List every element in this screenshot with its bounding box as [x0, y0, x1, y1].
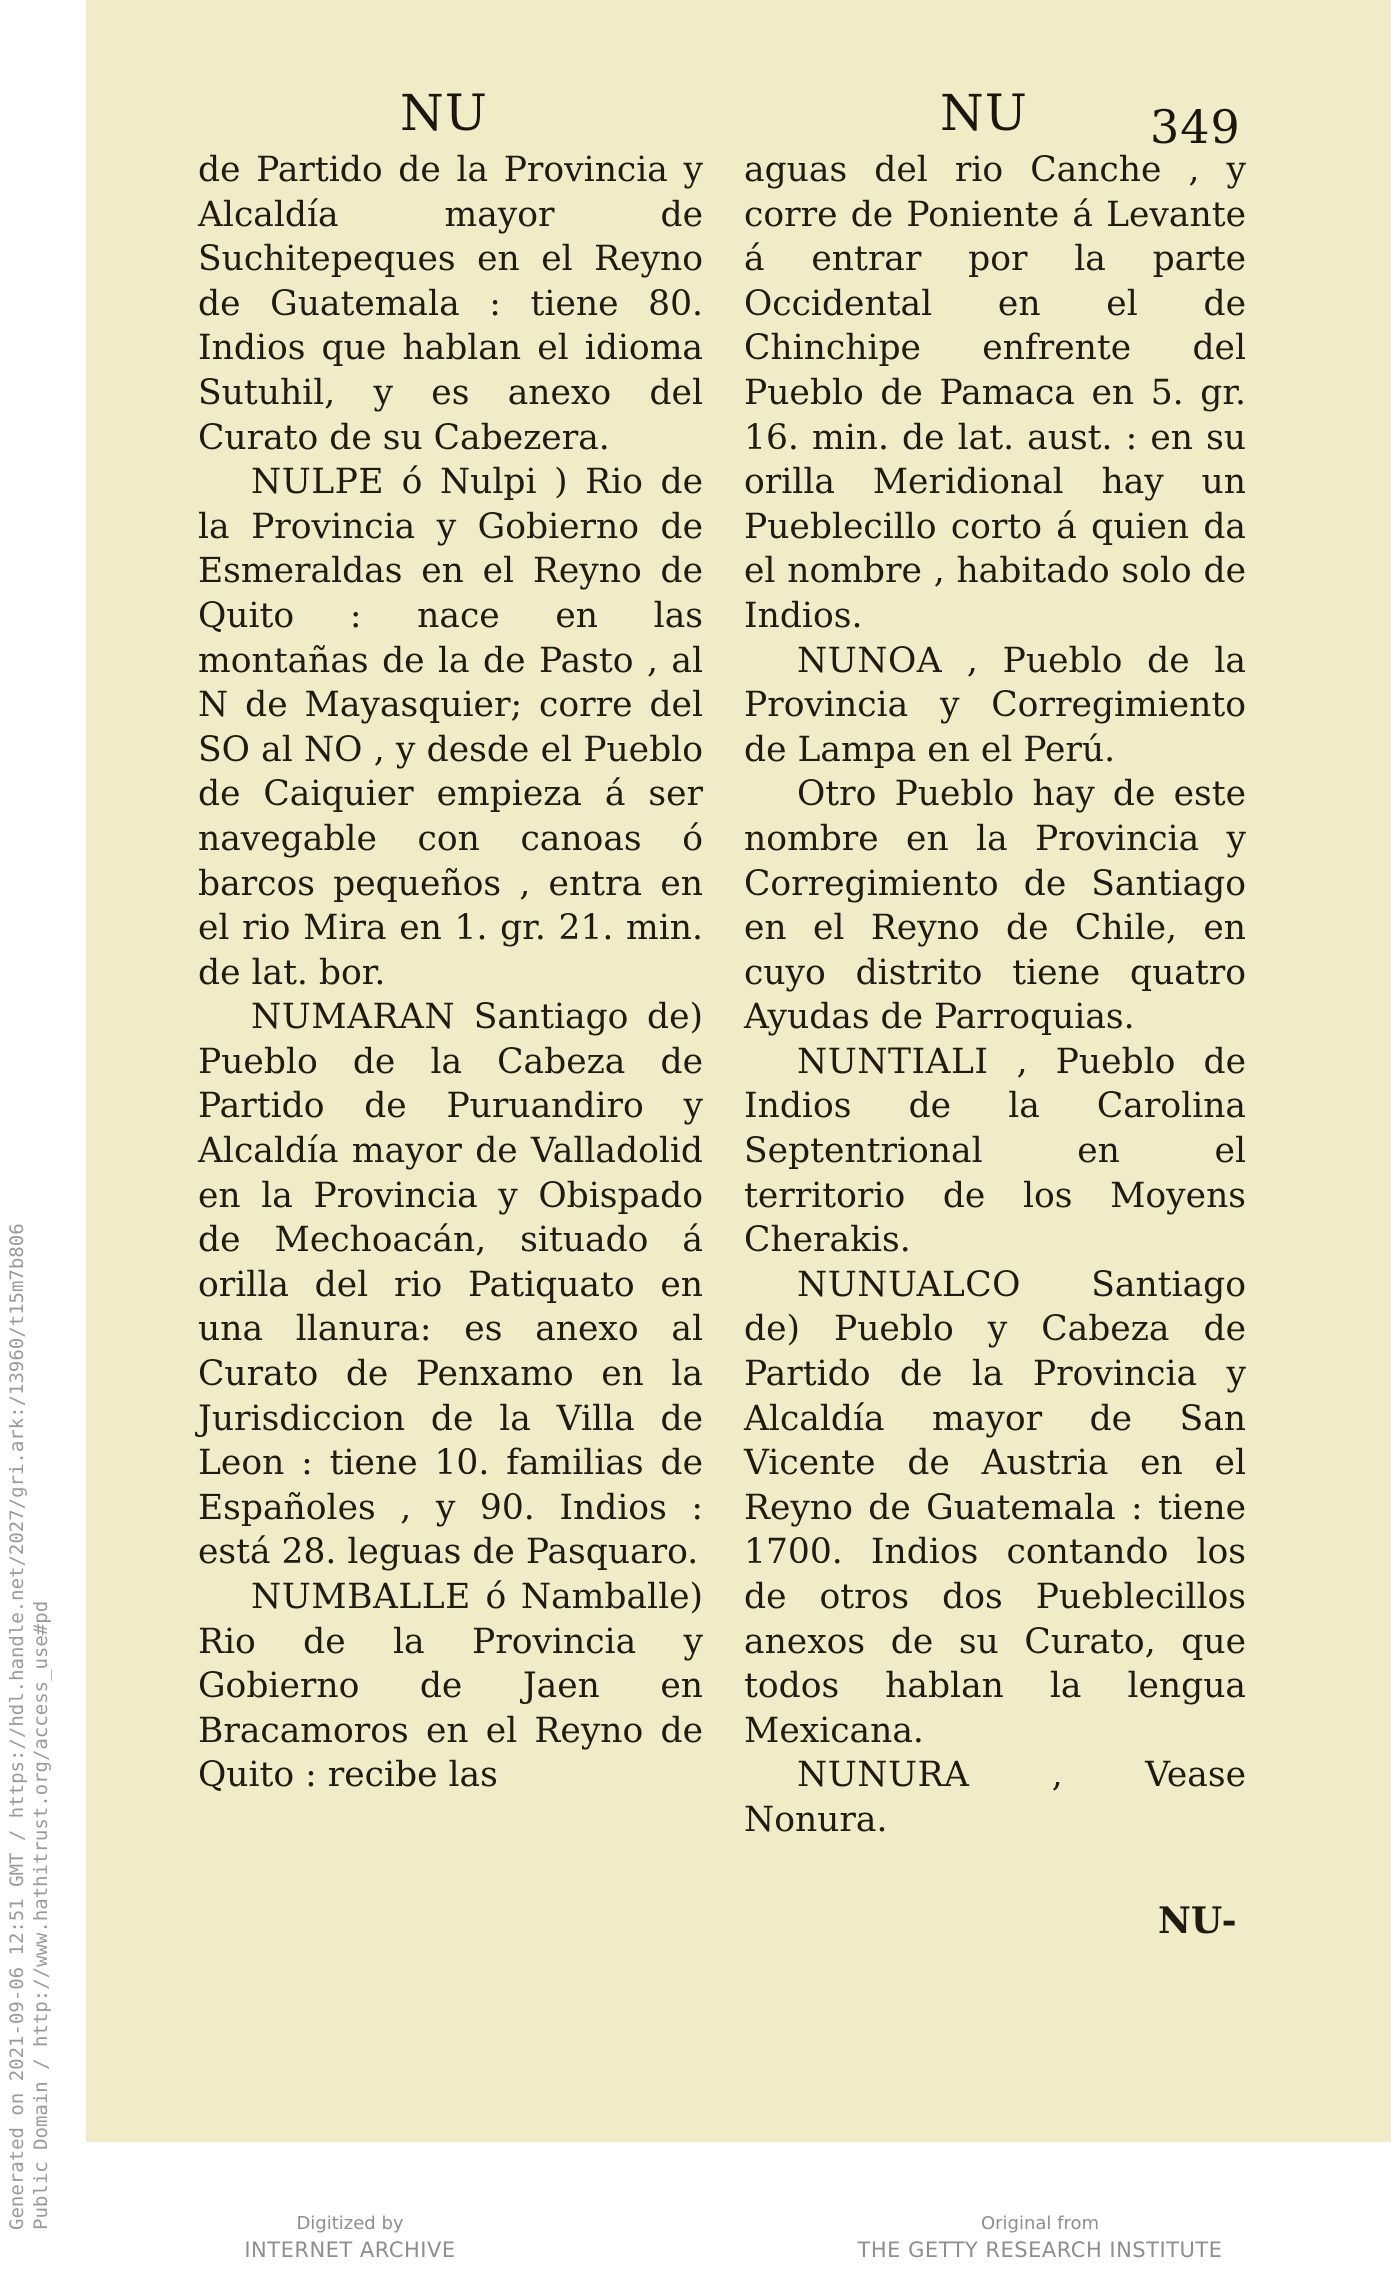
- page-number: 349: [1150, 100, 1241, 154]
- running-head-right: NU: [940, 84, 1028, 142]
- entry-headword: NUNURA: [797, 1755, 970, 1796]
- entry-body: , Pueblo de la Provincia y Corregimiento de Lampa en el Perú.: [744, 640, 1246, 770]
- entry-body: ó Namballe) Rio de la Provincia y Gobierno de Jaen en Bracamoros en el Reyno de Quito : recibe las: [198, 1577, 703, 1796]
- digitized-by-credit: [200, 2213, 500, 2262]
- entry-headword: NULPE: [251, 462, 385, 503]
- entry-continuation: aguas del rio Canche , y corre de Poniente á Levante á entrar por la parte Occidental en el de Chinchipe enfrente del Pueblo de Pamaca en 5. gr. 16. min. de lat. aust. : en su orilla Meridional hay un Pueblecillo corto á quien da el nombre , habitado solo de Indios.: [744, 150, 1246, 636]
- left-column: [198, 148, 703, 1798]
- entry-nunoa: [744, 639, 1246, 773]
- original-from-label: Original from: [980, 2213, 1100, 2234]
- entry-body: ó Nulpi ) Rio de la Provincia y Gobierno de Esmeraldas en el Reyno de Quito : nace en las montañas de la de Pasto , al N de Mayasquier; corre del SO al NO , y desde el Pueblo de Caiquier empieza á ser navegable con canoas ó barcos pequeños , entra en el rio Mira en 1. gr. 21. min. de lat. bor.: [198, 462, 703, 993]
- entry-continuation: de Partido de la Provincia y Alcaldía mayor de Suchitepeques en el Reyno de Guatemala : tiene 80. Indios que hablan el idioma Sutuhil, y es anexo del Curato de su Cabezera.: [198, 150, 703, 458]
- internet-archive-label: INTERNET ARCHIVE: [244, 2238, 456, 2262]
- right-column: [744, 148, 1246, 1843]
- entry-body: , Vease Nonura.: [744, 1755, 1246, 1840]
- entry-numaran: [198, 995, 703, 1575]
- entry-headword: NUMARAN: [251, 997, 456, 1038]
- getty-institute-label: THE GETTY RESEARCH INSTITUTE: [857, 2238, 1223, 2262]
- entry-nunoa-second: Otro Pueblo hay de este nombre en la Provincia y Corregimiento de Santiago en el Reyno de Chile, en cuyo distrito tiene quatro Ayudas de Parroquias.: [744, 774, 1246, 1038]
- running-head-left: NU: [400, 84, 488, 142]
- entry-headword: NUNUALCO: [797, 1264, 1021, 1305]
- catchword: NU-: [1158, 1900, 1237, 1942]
- hathitrust-watermark: [2, 1150, 62, 2260]
- entry-nunualco: [744, 1263, 1246, 1754]
- entry-body: , Pueblo de Indios de la Carolina Septentrional en el territorio de los Moyens Cherakis.: [744, 1041, 1246, 1261]
- entry-body: Santiago de) Pueblo de la Cabeza de Partido de Puruandiro y Alcaldía mayor de Valladolid en la Provincia y Obispado de Mechoacán, situado á orilla del rio Patiquato en una llanura: es anexo al Curato de Penxamo en la Jurisdiccion de la Villa de Leon : tiene 10. familias de Españoles , y 90. Indios : está 28. leguas de Pasquaro.: [198, 997, 703, 1573]
- entry-nunura: [744, 1753, 1246, 1842]
- entry-headword: NUNOA: [797, 640, 943, 681]
- entry-numballe: [198, 1575, 703, 1798]
- entry-headword: NUMBALLE: [251, 1577, 471, 1617]
- digitized-by-label: Digitized by: [296, 2213, 404, 2234]
- original-from-credit: [840, 2213, 1240, 2262]
- watermark-line-1: Generated on 2021-09-06 12:51 GMT / https://hdl.handle.net/2027/gri.ark:/13960/t15m7b806: [6, 1223, 28, 2230]
- entry-headword: NUNTIALI: [797, 1041, 989, 1082]
- entry-body: Santiago de) Pueblo y Cabeza de Partido de la Provincia y Alcaldía mayor de San Vicente de Austria en el Reyno de Guatemala : tiene 1700. Indios contando los de otros dos Pueblecillos anexos de su Curato, que todos hablan la lengua Mexicana.: [744, 1264, 1246, 1751]
- watermark-line-2: Public Domain / http://www.hathitrust.org/access_use#pd: [30, 1600, 52, 2230]
- entry-nulpe: [198, 460, 703, 995]
- entry-nuntiali: [744, 1040, 1246, 1263]
